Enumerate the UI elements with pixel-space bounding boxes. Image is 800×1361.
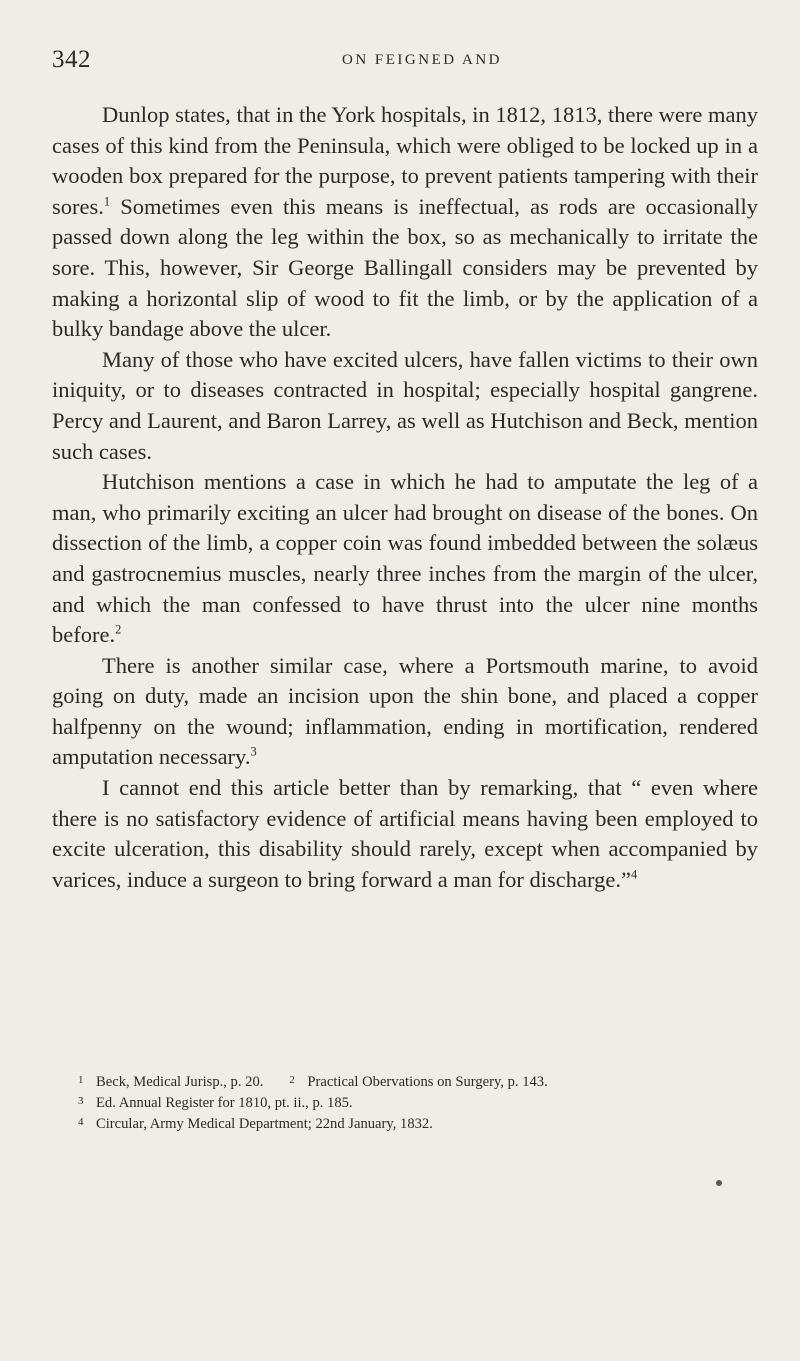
paragraph-text: Many of those who have excited ulcers, have fallen victims to their own iniquity, or to diseases contracted in hospital; especially hospital gangrene. Percy and Laurent, and Baron Larrey, as well as Hutchison and Beck, mention such cases. bbox=[52, 346, 758, 464]
page-header bbox=[52, 46, 752, 76]
footnote-ref: 2 bbox=[115, 622, 122, 637]
footnote-text: Circular, Army Medical Department; 22nd January, 1832. bbox=[96, 1116, 433, 1132]
footnote-mark: 2 bbox=[289, 1074, 295, 1086]
ink-spot bbox=[716, 1180, 722, 1186]
paragraph-text: Hutchison mentions a case in which he had to amputate the leg of a man, who primarily exciting an ulcer had brought on disease of the bones. On dissection of the limb, a copper coin was found imbedded between the solæus and gastrocnemius muscles, nearly three inches from the margin of the ulcer, and which the man confessed to have thrust into the ulcer nine months before. bbox=[52, 469, 758, 648]
paragraph bbox=[52, 651, 758, 773]
paragraph-text: There is another similar case, where a Portsmouth marine, to avoid going on duty, made an incision upon the shin bone, and placed a copper halfpenny on the wound; inflammation, ending in mortification, rendered amputation necessary. bbox=[52, 652, 758, 770]
footnotes bbox=[78, 1071, 758, 1134]
running-title: ON FEIGNED AND bbox=[342, 52, 502, 68]
footnote bbox=[78, 1113, 758, 1134]
page-number: 342 bbox=[52, 46, 91, 73]
paragraph bbox=[52, 345, 758, 467]
footnote bbox=[78, 1092, 758, 1113]
paragraph-text: I cannot end this article better than by remarking, that “ even where there is no satisfactory evidence of artificial means having been employed to excite ulceration, this disability should rarely, except when accompanied by varices, induce a surgeon to bring forward a man for discharge.” bbox=[52, 775, 758, 892]
footnote-ref: 4 bbox=[630, 867, 638, 882]
footnote-ref: 3 bbox=[250, 744, 257, 759]
footnote-text: Ed. Annual Register for 1810, pt. ii., p. 185. bbox=[96, 1095, 353, 1111]
paragraph bbox=[52, 467, 758, 651]
footnote-mark: 3 bbox=[78, 1095, 84, 1107]
footnote-mark: 1 bbox=[78, 1074, 84, 1086]
footnote-text: Practical Obervations on Surgery, p. 143. bbox=[307, 1074, 548, 1090]
footnote bbox=[78, 1071, 758, 1092]
paragraph bbox=[52, 100, 758, 345]
paragraph bbox=[52, 773, 758, 895]
paragraph-text-continued: Sometimes even this means is ineffectual, as rods are occasionally passed down along the leg within the box, so as mechanically to irritate the sore. This, however, Sir George Ballingall considers may be prevented by making a horizontal slip of wood to fit the limb, or by the application of a bulky bandage above the ulcer. bbox=[52, 193, 758, 342]
paragraph-text: Dunlop states, that in the York hospitals, in 1812, 1813, there were many cases of this kind from the Peninsula, which were obliged to be locked up in a wooden box prepared for the purpose, to prevent patients tampering with their sores. bbox=[52, 102, 758, 219]
body-text bbox=[52, 100, 758, 895]
footnote-ref: 1 bbox=[103, 194, 111, 209]
footnote-text: Beck, Medical Jurisp., p. 20. bbox=[96, 1074, 264, 1090]
footnote-mark: 4 bbox=[78, 1116, 84, 1128]
